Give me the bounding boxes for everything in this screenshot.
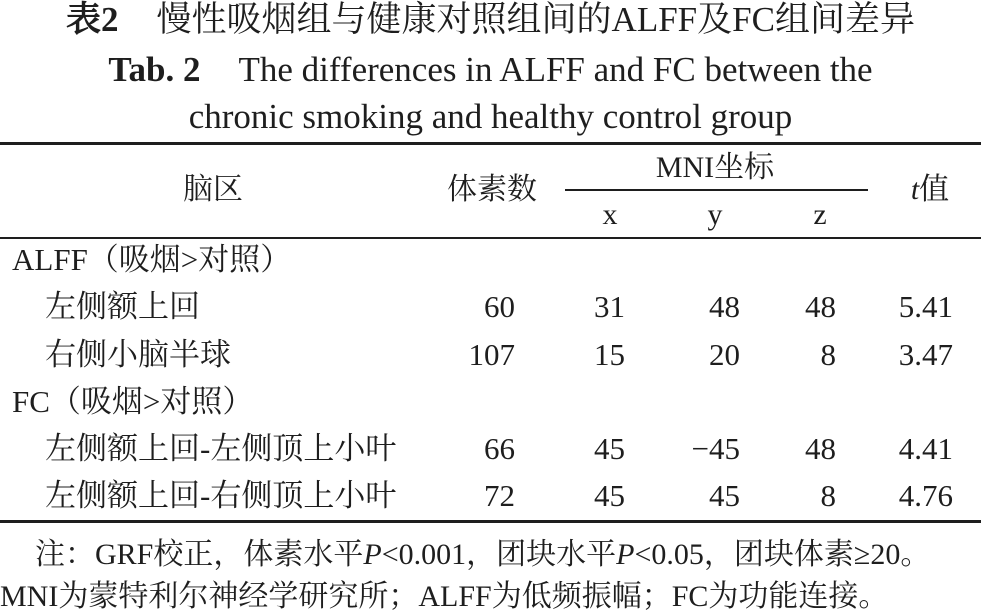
cell-x: 31	[594, 289, 625, 324]
cell-y: 20	[709, 337, 740, 372]
header-z: z	[813, 198, 827, 231]
header-t-suffix: 值	[919, 173, 950, 206]
section-label: FC（吸烟>对照）	[12, 384, 254, 419]
cell-x: 45	[594, 431, 625, 466]
table-header-rule	[0, 237, 981, 239]
cell-voxels: 72	[484, 478, 515, 513]
section-row-alff	[0, 242, 981, 278]
caption-cn	[0, 0, 981, 40]
header-region: 脑区	[183, 173, 243, 206]
mni-header-rule	[565, 189, 868, 191]
cell-voxels: 66	[484, 431, 515, 466]
cell-y: 45	[709, 478, 740, 513]
note-p-symbol: P	[363, 538, 382, 571]
cell-t: 4.76	[898, 478, 953, 513]
header-t-value	[880, 172, 980, 208]
cell-region: 左侧额上回-右侧顶上小叶	[45, 478, 397, 513]
cell-region: 左侧额上回-左侧顶上小叶	[45, 431, 397, 466]
cell-x: 15	[594, 337, 625, 372]
cell-t: 3.47	[898, 337, 953, 372]
note-text: <0.001，团块水平	[381, 538, 617, 571]
table-top-rule	[0, 142, 981, 145]
cell-t: 4.41	[898, 431, 953, 466]
section-label: ALFF（吸烟>对照）	[12, 242, 292, 277]
note-p-symbol: P	[616, 538, 635, 571]
cell-z: 8	[820, 337, 836, 372]
note-text: 注：GRF校正，体素水平	[35, 538, 364, 571]
cell-t: 5.41	[898, 289, 953, 324]
caption-en-line1	[0, 50, 981, 90]
table-row	[0, 431, 981, 467]
note-text: <0.05，团块体素≥20。	[634, 538, 931, 571]
header-mni: MNI坐标	[655, 151, 775, 184]
table-title-cn: 慢性吸烟组与健康对照组间的ALFF及FC组间差异	[156, 0, 915, 39]
cell-region: 左侧额上回	[45, 289, 200, 324]
table-label-en: Tab. 2	[108, 50, 201, 89]
cell-region: 右侧小脑半球	[45, 337, 231, 372]
cell-y: −45	[691, 431, 740, 466]
header-x: x	[602, 198, 618, 231]
table-row	[0, 289, 981, 325]
cell-y: 48	[709, 289, 740, 324]
caption-en-line2	[0, 97, 981, 137]
cell-z: 48	[805, 289, 836, 324]
table-label-cn: 表2	[66, 0, 119, 39]
cell-voxels: 60	[484, 289, 515, 324]
table-bottom-rule	[0, 520, 981, 523]
cell-z: 48	[805, 431, 836, 466]
table-row	[0, 337, 981, 373]
section-row-fc	[0, 384, 981, 420]
cell-voxels: 107	[468, 337, 515, 372]
table-title-en-line1: The differences in ALFF and FC between the	[238, 50, 873, 89]
cell-z: 8	[820, 478, 836, 513]
table-note-line1	[35, 539, 930, 571]
header-voxels: 体素数	[447, 173, 537, 206]
cell-x: 45	[594, 478, 625, 513]
table-title-en-line2: chronic smoking and healthy control group	[188, 97, 793, 136]
header-t-symbol: t	[910, 173, 920, 206]
table-row	[0, 478, 981, 514]
header-y: y	[707, 198, 723, 231]
table-note-line2: MNI为蒙特利尔神经学研究所；ALFF为低频振幅；FC为功能连接。	[0, 580, 889, 613]
